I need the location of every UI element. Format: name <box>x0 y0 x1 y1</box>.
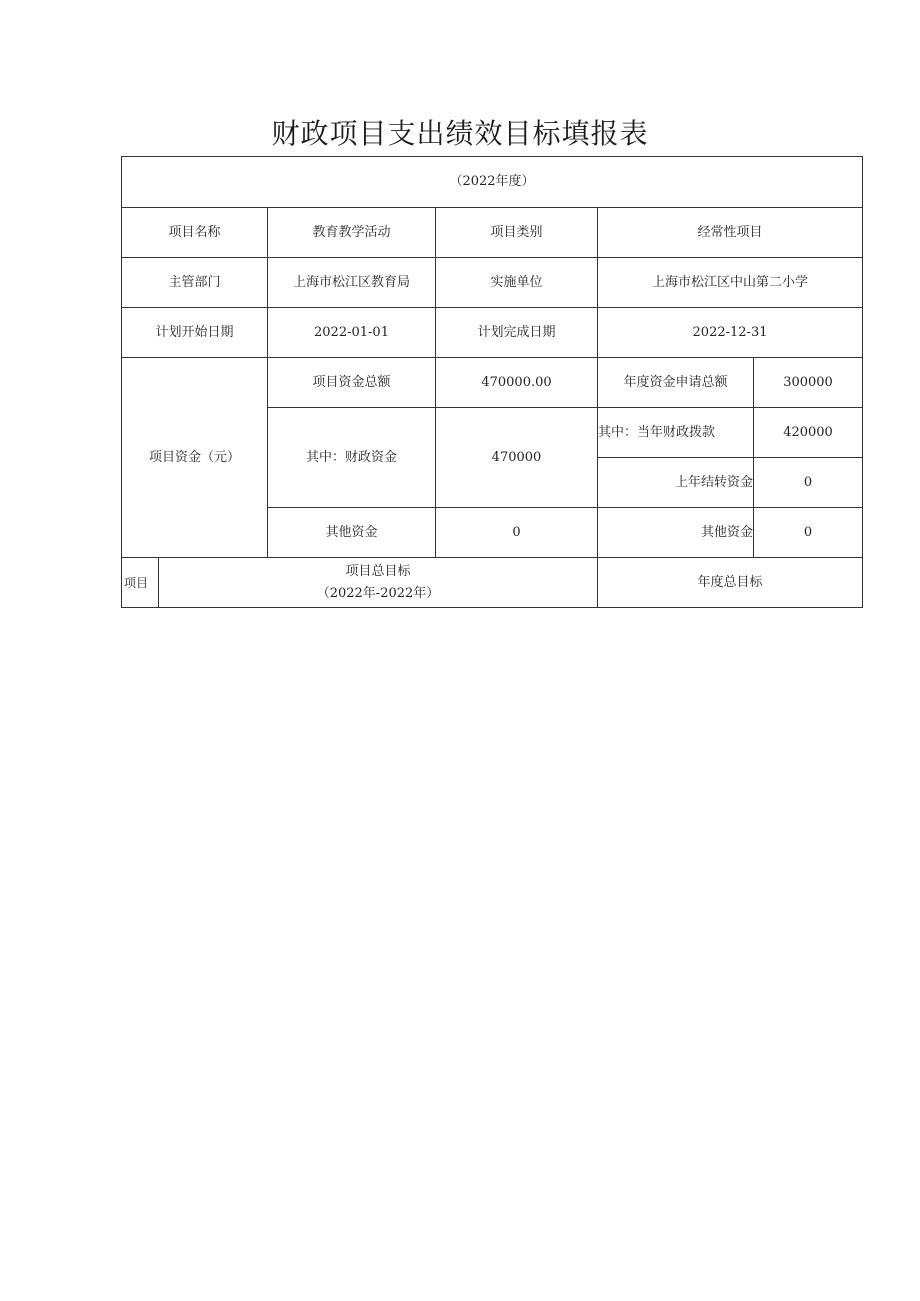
other-funds-value: 0 <box>436 508 598 558</box>
performance-form-table <box>121 156 863 608</box>
total-goal-cell <box>159 558 598 608</box>
annual-request-value: 300000 <box>754 358 863 408</box>
total-funds-label: 项目资金总额 <box>268 358 436 408</box>
project-funds-label: 项目资金（元） <box>122 358 268 558</box>
annual-other-funds-value: 0 <box>754 508 863 558</box>
total-goal-label: 项目总目标 <box>345 563 411 579</box>
page-title: 财政项目支出绩效目标填报表 <box>271 117 649 150</box>
project-name-row <box>122 208 863 258</box>
implementing-unit-value: 上海市松江区中山第二小学 <box>598 258 863 308</box>
project-name-label: 项目名称 <box>122 208 268 258</box>
year-row <box>122 157 863 208</box>
annual-goal-label: 年度总目标 <box>598 558 863 608</box>
annual-request-label: 年度资金申请总额 <box>598 358 754 408</box>
fiscal-funds-label: 其中：财政资金 <box>268 408 436 508</box>
goals-row <box>122 558 863 608</box>
carryover-label: 上年结转资金 <box>598 458 754 508</box>
project-type-value: 经常性项目 <box>598 208 863 258</box>
year-label: （2022年度） <box>122 157 863 208</box>
implementing-unit-label: 实施单位 <box>436 258 598 308</box>
goals-side-label: 项目 <box>122 558 159 608</box>
end-date-label: 计划完成日期 <box>436 308 598 358</box>
current-fiscal-value: 420000 <box>754 408 863 458</box>
project-name-value: 教育教学活动 <box>268 208 436 258</box>
start-date-value: 2022-01-01 <box>268 308 436 358</box>
current-fiscal-label: 其中：当年财政拨款 <box>598 408 754 458</box>
funds-total-row <box>122 358 863 408</box>
fiscal-funds-value: 470000 <box>436 408 598 508</box>
department-row <box>122 258 863 308</box>
date-row <box>122 308 863 358</box>
carryover-value: 0 <box>754 458 863 508</box>
total-funds-value: 470000.00 <box>436 358 598 408</box>
department-value: 上海市松江区教育局 <box>268 258 436 308</box>
department-label: 主管部门 <box>122 258 268 308</box>
annual-other-funds-label: 其他资金 <box>598 508 754 558</box>
other-funds-label: 其他资金 <box>268 508 436 558</box>
total-goal-period: （2022年-2022年） <box>316 585 440 601</box>
project-type-label: 项目类别 <box>436 208 598 258</box>
start-date-label: 计划开始日期 <box>122 308 268 358</box>
end-date-value: 2022-12-31 <box>598 308 863 358</box>
